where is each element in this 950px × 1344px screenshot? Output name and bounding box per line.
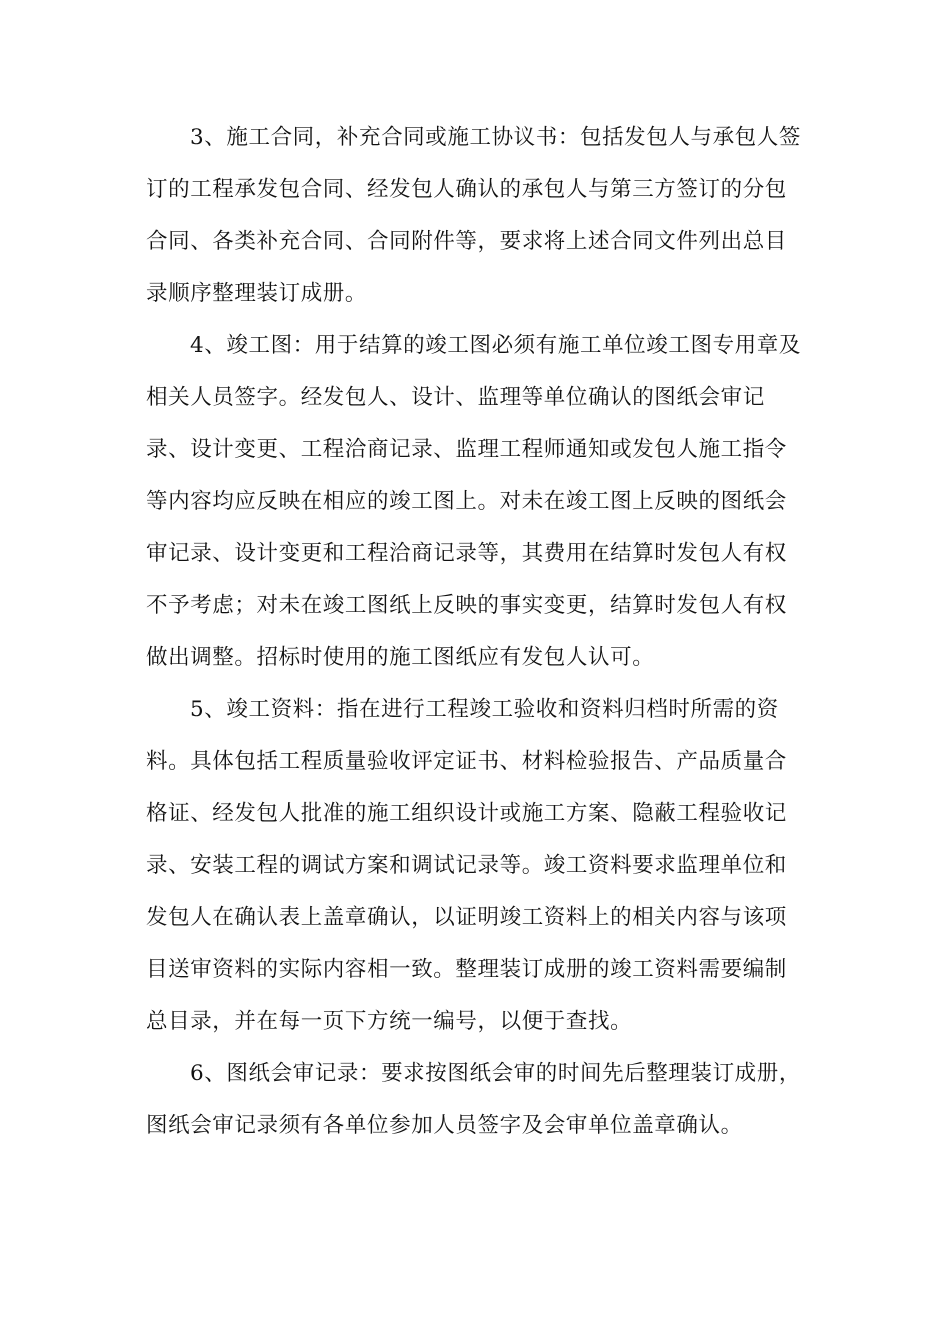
paragraph-line: 录顺序整理装订成册。 bbox=[146, 281, 368, 306]
paragraph-line: 合同、各类补充合同、合同附件等，要求将上述合同文件列出总目 bbox=[146, 229, 787, 254]
paragraph-line: 等内容均应反映在相应的竣工图上。对未在竣工图上反映的图纸会 bbox=[146, 489, 787, 514]
paragraph-6-drawing-review-records bbox=[146, 1048, 810, 1152]
paragraph-line: 订的工程承发包合同、经发包人确认的承包人与第三方签订的分包 bbox=[146, 177, 787, 202]
paragraph-line: 料。具体包括工程质量验收评定证书、材料检验报告、产品质量合 bbox=[146, 749, 787, 774]
paragraph-line: 审记录、设计变更和工程洽商记录等，其费用在结算时发包人有权 bbox=[146, 541, 787, 566]
paragraph-line: 不予考虑；对未在竣工图纸上反映的事实变更，结算时发包人有权 bbox=[146, 593, 787, 618]
paragraph-5-completion-documents bbox=[146, 684, 810, 1048]
paragraph-4-as-built-drawings bbox=[146, 320, 810, 684]
paragraph-line: 总目录，并在每一页下方统一编号，以便于查找。 bbox=[146, 1009, 633, 1034]
paragraph-line: 格证、经发包人批准的施工组织设计或施工方案、隐蔽工程验收记 bbox=[146, 801, 787, 826]
document-body bbox=[146, 112, 810, 1152]
paragraph-line: 相关人员签字。经发包人、设计、监理等单位确认的图纸会审记 bbox=[146, 385, 765, 410]
paragraph-line: 目送审资料的实际内容相一致。整理装订成册的竣工资料需要编制 bbox=[146, 957, 787, 982]
paragraph-line: 录、安装工程的调试方案和调试记录等。竣工资料要求监理单位和 bbox=[146, 853, 787, 878]
paragraph-line: 3、施工合同，补充合同或施工协议书：包括发包人与承包人签 bbox=[190, 125, 801, 150]
paragraph-line: 图纸会审记录须有各单位参加人员签字及会审单位盖章确认。 bbox=[146, 1113, 743, 1138]
paragraph-3-construction-contract bbox=[146, 112, 810, 320]
paragraph-line: 做出调整。招标时使用的施工图纸应有发包人认可。 bbox=[146, 645, 655, 670]
paragraph-line: 6、图纸会审记录：要求按图纸会审的时间先后整理装订成册， bbox=[190, 1061, 801, 1086]
paragraph-line: 5、竣工资料：指在进行工程竣工验收和资料归档时所需的资 bbox=[190, 697, 779, 722]
paragraph-line: 发包人在确认表上盖章确认，以证明竣工资料上的相关内容与该项 bbox=[146, 905, 787, 930]
paragraph-line: 录、设计变更、工程洽商记录、监理工程师通知或发包人施工指令 bbox=[146, 437, 787, 462]
paragraph-line: 4、竣工图：用于结算的竣工图必须有施工单位竣工图专用章及 bbox=[190, 333, 801, 358]
